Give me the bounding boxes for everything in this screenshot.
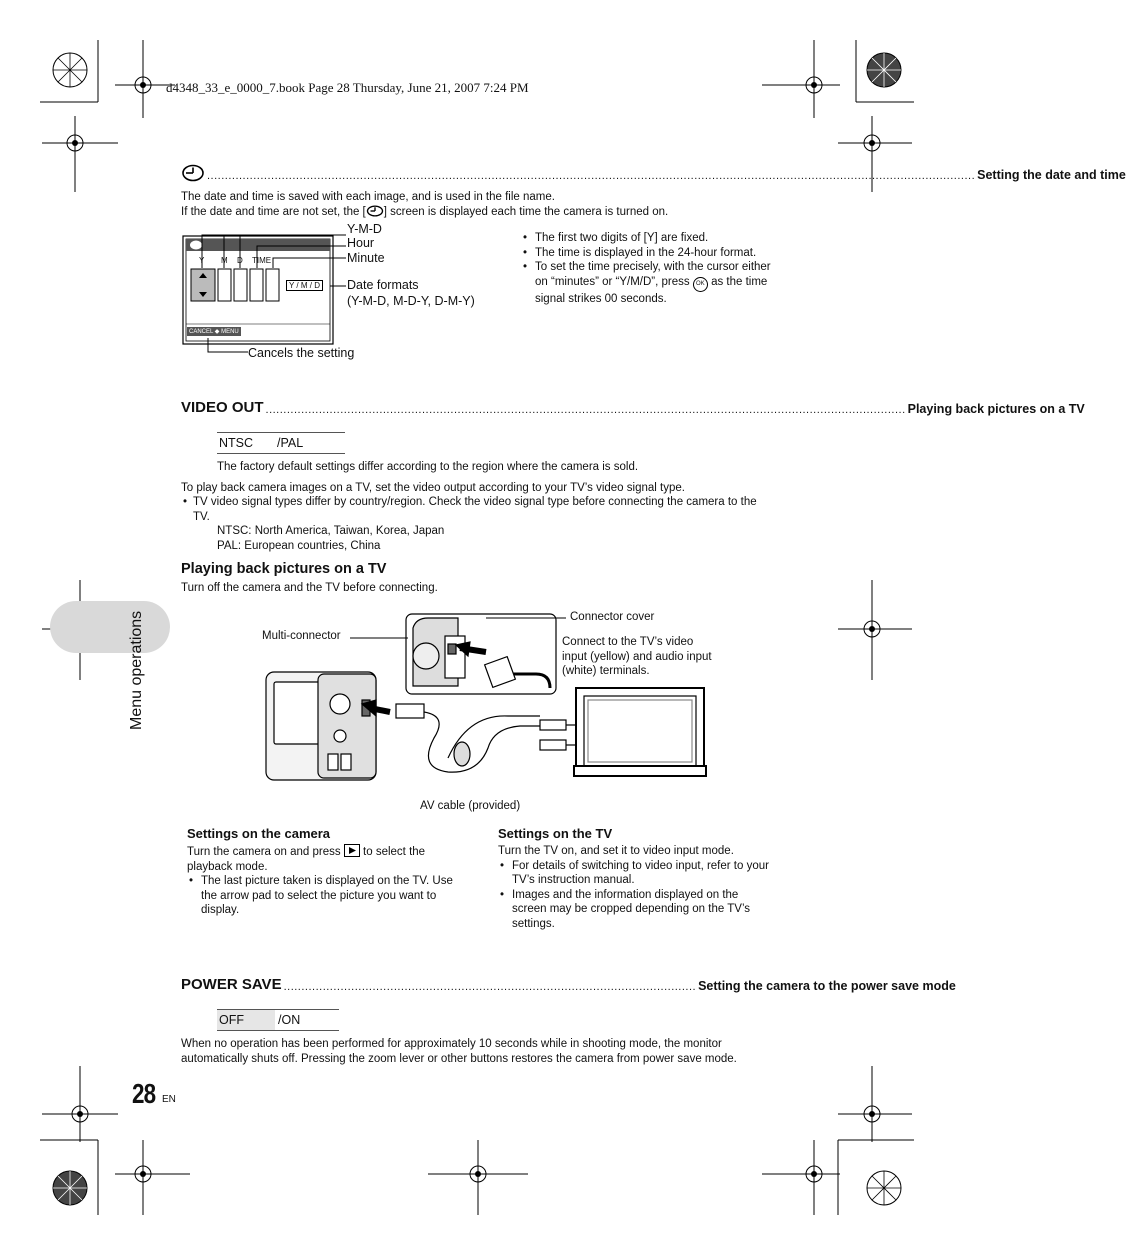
tv-settings-bullets xyxy=(498,859,773,932)
screen-format-box: Y / M / D xyxy=(286,280,323,291)
screen-col-y: Y xyxy=(199,256,205,265)
option-off: OFF xyxy=(217,1010,275,1030)
power-save-description: When no operation has been performed for approximately 10 seconds while in shooting mode, the monitor automatically shuts off. Pressing the zoom lever or other buttons restores the camera from power save mode. xyxy=(181,1038,737,1065)
video-out-factory-note: The factory default settings differ according to the region where the camera is sold. xyxy=(217,461,639,473)
label-connector-cover: Connector cover xyxy=(570,611,655,623)
screen-col-d: D xyxy=(237,256,243,265)
video-out-title: VIDEO OUT xyxy=(181,399,264,416)
playback-heading: Playing back pictures on a TV xyxy=(181,561,387,577)
tv-settings-bullet-2: • Images and the information displayed on the screen may be cropped depending on the TV’s settings. xyxy=(498,888,773,932)
power-save-options xyxy=(217,1009,339,1031)
camera-settings-bullets xyxy=(187,874,472,918)
option-ntsc: NTSC xyxy=(219,436,254,450)
power-save-subtitle: Setting the camera to the power save mode xyxy=(698,979,956,993)
ok-button-icon: OK xyxy=(693,277,708,292)
callout-minute: Minute xyxy=(347,251,385,265)
label-multi-connector: Multi-connector xyxy=(262,630,341,642)
clock-icon xyxy=(366,205,384,217)
section-tab xyxy=(50,601,170,653)
video-out-subtitle: Playing back pictures on a TV xyxy=(907,402,1085,416)
callout-date-formats: Date formats xyxy=(347,278,419,292)
pal-regions: PAL: European countries, China xyxy=(217,540,381,552)
camera-settings-heading: Settings on the camera xyxy=(187,826,331,841)
clock-icon xyxy=(181,164,205,182)
camera-settings xyxy=(187,826,472,918)
tv-settings-bullet-1: • For details of switching to video input, refer to your TV’s instruction manual. xyxy=(498,859,773,888)
label-av-cable: AV cable (provided) xyxy=(420,800,521,812)
page-number: 28 xyxy=(132,1078,156,1109)
date-note-3: • To set the time precisely, with the cursor either on “minutes” or “Y/M/D”, press OK as the time signal strikes 00 seconds. xyxy=(521,260,776,306)
power-save-header: POWER SAVE .................................................................................................................... Setting the camera to the power save mode xyxy=(181,976,956,993)
playback-instruction: Turn off the camera and the TV before connecting. xyxy=(181,582,438,594)
date-intro xyxy=(181,190,781,219)
video-out-options xyxy=(217,432,345,454)
camera-settings-text: Turn the camera on and press to select the playback mode. xyxy=(187,846,426,873)
date-section-header: ........................................................................................................................................................................................................................ Setting the date and time xyxy=(181,164,773,182)
camera-settings-bullet: • The last picture taken is displayed on the TV. Use the arrow pad to select the picture you want to display. xyxy=(187,874,472,918)
video-out-bullets xyxy=(181,495,775,524)
date-notes xyxy=(521,231,776,306)
sidebar-label: Menu operations xyxy=(128,610,145,730)
tv-settings xyxy=(498,826,773,931)
date-section-title: Setting the date and time xyxy=(977,168,1126,182)
connect-note-line2: input (yellow) and audio input xyxy=(562,650,712,663)
option-on: /ON xyxy=(278,1013,301,1027)
screen-cancel-button: CANCEL ◆ MENU xyxy=(189,329,239,335)
date-note-2: • The time is displayed in the 24-hour format. xyxy=(521,246,776,261)
ntsc-regions: NTSC: North America, Taiwan, Korea, Japan xyxy=(217,525,445,537)
option-pal: /PAL xyxy=(277,436,304,450)
date-note-1: • The first two digits of [Y] are fixed. xyxy=(521,231,776,246)
video-out-para1: To play back camera images on a TV, set the video output according to your TV’s video signal type. xyxy=(181,482,685,494)
video-out-header: VIDEO OUT .................................................................................................................................................................................... Playing back pictures on a TV xyxy=(181,399,1085,416)
power-save-title: POWER SAVE xyxy=(181,976,282,993)
screen-col-time: TIME xyxy=(252,256,272,265)
callout-hour: Hour xyxy=(347,236,375,250)
connect-note-line3: (white) terminals. xyxy=(562,665,650,677)
tv-settings-heading: Settings on the TV xyxy=(498,826,613,841)
date-intro-line1: The date and time is saved with each image, and is used in the file name. xyxy=(181,191,555,203)
label-connect-note xyxy=(562,635,712,679)
playback-button-icon xyxy=(344,844,360,857)
datetime-callout-lines xyxy=(180,228,350,358)
print-header: d4348_33_e_0000_7.book Page 28 Thursday, June 21, 2007 7:24 PM xyxy=(166,80,529,95)
connect-note-line1: Connect to the TV’s video xyxy=(562,636,694,648)
callout-date-formats-list: (Y-M-D, M-D-Y, D-M-Y) xyxy=(347,294,475,308)
callout-cancels: Cancels the setting xyxy=(248,346,355,360)
page-language: EN xyxy=(162,1094,176,1105)
tv-settings-text: Turn the TV on, and set it to video input mode. xyxy=(498,845,734,857)
screen-col-m: M xyxy=(221,256,228,265)
video-out-bullet: • TV video signal types differ by country/region. Check the video signal type before connecting the camera to the TV. xyxy=(181,495,775,524)
date-intro-line2: If the date and time are not set, the [ ] screen is displayed each time the camera is turned on. xyxy=(181,205,669,218)
callout-ymd: Y-M-D xyxy=(347,222,382,236)
